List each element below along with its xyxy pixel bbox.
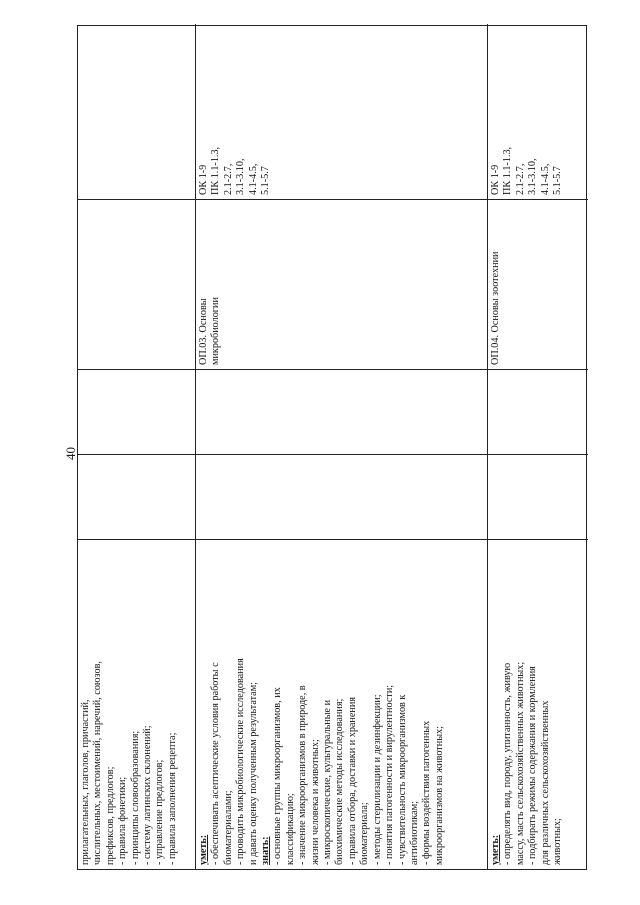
knowledge-heading: знать:: [260, 836, 272, 865]
content-cell: [488, 539, 588, 869]
discipline-name: [78, 200, 82, 369]
hours-cell: [488, 454, 588, 539]
page-number: 40: [63, 447, 78, 460]
competence-text: ОК 1-9 ПК 1.1-1.3, 2.1-2.7, 3.1-3.10, 4.1-4.5, 5.1-5.7: [198, 146, 272, 195]
content-text: прилагательных, глаголов, причастий, числительных, местоимений, наречий, союзов, префиксов, предлогов; - правила фонетики; - принципы словообразования; - систему латинских склонений; - управление предлогов; - правила заполнения рецепта;: [80, 661, 178, 865]
competence-cell: [78, 24, 195, 199]
hours-cell-2: [196, 369, 487, 454]
hours-cell: [196, 454, 487, 539]
table-row: [196, 24, 488, 869]
discipline-name: ОП.04. Основы зоотехнии: [490, 251, 501, 365]
competence-cell: [196, 24, 487, 199]
competence-text: ОК 1-9 ПК 1.1-1.3, 2.1-2.7, 3.1-3.10, 4.1-4.5, 5.1-5.7: [490, 146, 564, 195]
competence-text: [78, 24, 82, 199]
hours-cell-2: [488, 369, 588, 454]
skills-text: - обеспечивать асептические условия работы с биоматериалами; - проводить микробиологические исследования и давать оценку полученным результатам;: [210, 658, 259, 865]
skills-heading: уметь:: [198, 834, 209, 865]
curriculum-table: [77, 25, 587, 870]
rotated-landscape-page: [65, 25, 605, 870]
skills-heading: уметь:: [490, 834, 501, 865]
table-row: [488, 24, 588, 869]
index-cell: [78, 199, 195, 369]
competence-cell: [488, 24, 588, 199]
hours-cell: [78, 454, 195, 539]
discipline-cell: [488, 199, 588, 369]
discipline-cell: [196, 199, 487, 369]
content-cell: [196, 539, 487, 869]
table-row: [78, 24, 196, 869]
hours-cell-2: [78, 369, 195, 454]
discipline-name: ОП.03. Основы микробиологии: [198, 297, 222, 365]
content-block: [196, 540, 448, 869]
knowledge-text: - основные группы микроорганизмов, их классификацию; - значение микроорганизмов в природе, в жизни человека и животных; - микроскопические, культуральные и биохимические методы исследования; - правила отбора, доставки и хранения биоматериала; - методы стерилизации и дезинфекции; - понятия патогенности и вирулентности; - чувствительность микроорганизмов к антибиотикам; - формы воздействия патогенных микроорганизмов на животных;: [272, 684, 445, 865]
content-block: [488, 540, 566, 869]
skills-text: - определять вид, породу, упитанность, живую массу, масть сельскохозяйственных животных; - подбирать режимы содержания и кормления для различных сельскохозяйственных животных;: [502, 661, 564, 865]
content-cell: [78, 539, 195, 869]
